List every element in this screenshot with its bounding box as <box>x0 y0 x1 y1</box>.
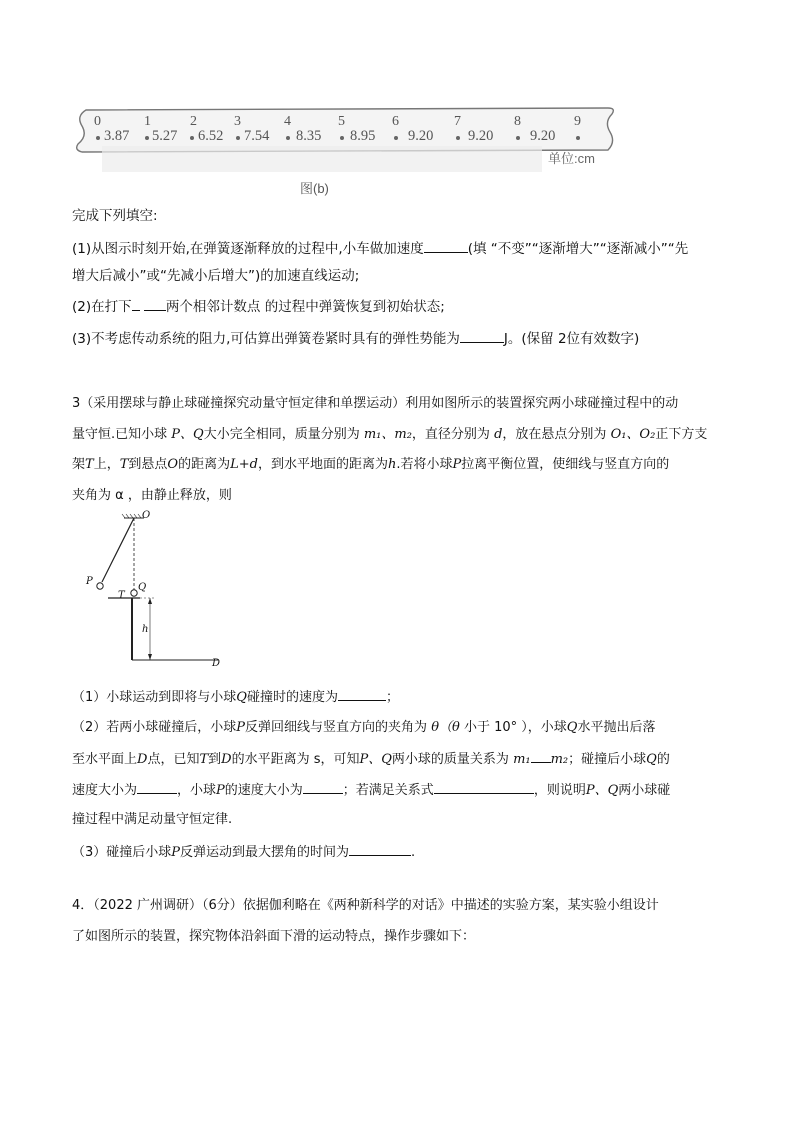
q3-text: 小于 10° ），小球 <box>463 720 567 735</box>
q3-text: 点，已知 <box>147 752 200 767</box>
q3-text: 上， <box>93 457 120 472</box>
count-dot <box>145 136 149 140</box>
q3-text: 的速度大小为 <box>224 783 303 798</box>
q2-part2-text: (2)在打下 <box>72 299 132 315</box>
q2-part3-text: (3)不考虑传动系统的阻力,可估算出弹簧卷紧时具有的弹性势能为 <box>72 331 460 347</box>
q3-text: 的水平距离为 s，可知 <box>231 752 360 767</box>
answer-blank[interactable] <box>132 296 140 311</box>
label-D: D <box>212 658 221 669</box>
q3-sub2-line1 <box>72 718 655 738</box>
count-dot <box>340 136 344 140</box>
q3-text: ，直径分别为 <box>411 427 490 442</box>
symbol: P <box>452 457 462 472</box>
symbol: L+d <box>230 457 258 472</box>
q3-sub2-line2 <box>72 748 670 770</box>
q3-text: ，小球 <box>177 783 217 798</box>
q3-text: （3）碰撞后小球 <box>72 845 172 860</box>
symbol: T <box>85 457 94 472</box>
symbol: Q <box>236 690 247 705</box>
spacing-value: 7.54 <box>244 128 270 144</box>
q3-sub2-line3 <box>72 779 670 801</box>
q3-text: 到悬点 <box>128 457 168 472</box>
spacing-value: 6.52 <box>198 128 224 144</box>
q3-text: 的距离为 <box>178 457 231 472</box>
q3-text: 的 <box>656 752 670 767</box>
q2-part3-tail: J。(保留 2位有效数字) <box>503 331 640 347</box>
q2-part2-tail: 两个相邻计数点 的过程中弹簧恢复到初始状态; <box>165 299 445 315</box>
q3-sub2-line4: 撞过程中满足动量守恒定律. <box>72 812 233 827</box>
label-O: O <box>142 510 151 521</box>
spacing-value: 9.20 <box>408 128 434 144</box>
q3-text: 拉离平衡位置，使细线与竖直方向的 <box>461 457 670 472</box>
answer-blank[interactable] <box>531 748 551 763</box>
q3-text: . <box>411 845 416 860</box>
q2-part1-tail: (填 “不变”“逐渐增大”“逐渐减小”“先 <box>467 241 689 257</box>
q3-text: ，则说明 <box>533 783 586 798</box>
count-dot <box>516 136 520 140</box>
symbol: d <box>494 427 503 442</box>
count-index-6: 6 <box>392 114 399 129</box>
q3-text: （2）若两小球碰撞后，小球 <box>72 720 237 735</box>
spacing-value: 8.35 <box>296 128 322 144</box>
count-index-2: 2 <box>190 114 197 129</box>
q3-text: .若将小球 <box>396 457 453 472</box>
fill-intro: 完成下列填空: <box>72 208 158 224</box>
paper-tape-figure <box>72 106 620 176</box>
pendulum-diagram <box>78 512 228 672</box>
q2-part1-text: (1)从图示时刻开始,在弹簧逐渐释放的过程中,小车做加速度 <box>72 241 424 257</box>
q3-sub1 <box>72 686 399 708</box>
q3-text: 两小球碰 <box>618 783 671 798</box>
q3-text: 架 <box>72 457 86 472</box>
count-dot <box>576 136 580 140</box>
answer-blank[interactable] <box>303 779 343 794</box>
symbol: θ（θ <box>431 720 460 735</box>
q4-line2: 了如图所示的装置，探究物体沿斜面下滑的运动特点，操作步骤如下： <box>72 929 476 944</box>
spacing-value: 9.20 <box>468 128 494 144</box>
symbol: T <box>119 457 129 472</box>
symbol: O <box>167 457 179 472</box>
count-index-7: 7 <box>454 114 461 129</box>
answer-blank[interactable] <box>424 238 468 253</box>
q2-part1-line2: 增大后减小”或“先减小后增大”)的加速直线运动; <box>72 268 360 284</box>
symbol: P <box>171 845 181 860</box>
label-Q: Q <box>138 582 147 593</box>
count-dot <box>96 136 100 140</box>
count-index-4: 4 <box>284 114 291 129</box>
q3-text: 大小完全相同，质量分别为 <box>203 427 360 442</box>
symbol: m₁、m₂ <box>363 427 412 442</box>
answer-blank[interactable] <box>349 841 411 856</box>
symbol: h <box>387 457 397 472</box>
q3-text: 反弹回细线与竖直方向的夹角为 <box>245 720 428 735</box>
count-dot <box>456 136 460 140</box>
symbol: Q <box>646 752 657 767</box>
q3-text: 速度大小为 <box>72 783 138 798</box>
figure-caption: 图(b) <box>300 181 329 196</box>
count-index-0: 0 <box>94 114 101 129</box>
answer-blank[interactable] <box>137 779 177 794</box>
label-P: P <box>86 576 93 587</box>
spacing-value: 9.20 <box>530 128 556 144</box>
symbol: P <box>236 720 246 735</box>
symbol: m₁ <box>513 752 531 767</box>
symbol: T <box>199 752 209 767</box>
q3-sub3 <box>72 841 415 863</box>
q3-text: ，放在悬点分别为 <box>502 427 607 442</box>
q3-text: 反弹运动到最大摆角的时间为 <box>180 845 350 860</box>
symbol: D <box>221 752 232 767</box>
answer-blank[interactable] <box>434 779 534 794</box>
q3-text: 到 <box>208 752 222 767</box>
q3-line1: 3（采用摆球与静止球碰撞探究动量守恒定律和单摆运动）利用如图所示的装置探究两小球碰撞过程中的动 <box>72 396 679 411</box>
count-dot <box>394 136 398 140</box>
pendulum-drawing <box>78 512 228 672</box>
spacing-value: 3.87 <box>104 128 130 144</box>
symbol: P、Q <box>359 752 392 767</box>
symbol: P <box>216 783 225 798</box>
q3-text: 量守恒.已知小球 <box>72 427 168 442</box>
spacing-value: 5.27 <box>152 128 178 144</box>
q3-text: 正下方支 <box>655 427 708 442</box>
q3-text: 水平抛出后落 <box>577 720 656 735</box>
symbol: m₂ <box>550 752 569 767</box>
answer-blank[interactable] <box>144 296 166 311</box>
q3-text: 两小球的质量关系为 <box>391 752 509 767</box>
count-dot <box>190 136 194 140</box>
q2-part2 <box>72 296 445 317</box>
q3-text: 至水平面上 <box>72 752 138 767</box>
symbol: P、Q <box>585 783 619 798</box>
q2-part1-line1 <box>72 238 688 259</box>
symbol: D <box>137 752 148 767</box>
symbol: Q <box>566 720 578 735</box>
q3-text: ；碰撞后小球 <box>568 752 647 767</box>
q3-line3 <box>72 455 669 475</box>
answer-blank[interactable] <box>338 686 386 701</box>
q3-text: ，到水平地面的距离为 <box>257 457 388 472</box>
q2-part3 <box>72 328 639 349</box>
q3-text: 碰撞时的速度为 <box>246 690 338 705</box>
spacing-value: 8.95 <box>350 128 376 144</box>
count-index-1: 1 <box>144 114 151 129</box>
label-h: h <box>142 624 149 635</box>
count-index-3: 3 <box>234 114 241 129</box>
label-T: T <box>118 590 125 601</box>
answer-blank[interactable] <box>460 328 504 343</box>
q3-text: ； <box>385 690 399 705</box>
count-index-5: 5 <box>338 114 345 129</box>
q3-text: （1）小球运动到即将与小球 <box>72 690 237 705</box>
count-index-8: 8 <box>514 114 521 129</box>
q4-line1: 4．（2022 广州调研）（6分）依据伽利略在《两种新科学的对话》中描述的实验方案，某实验小组设计 <box>72 898 659 913</box>
symbol: O₁、O₂ <box>610 427 656 442</box>
count-index-9: 9 <box>574 114 581 129</box>
count-dot <box>236 136 240 140</box>
tape-unit-label: 单位:cm <box>548 151 595 166</box>
q3-line4: 夹角为 α ，由静止释放，则 <box>72 488 232 503</box>
count-dot <box>286 136 290 140</box>
symbol: P、Q <box>171 427 204 442</box>
q3-text: ；若满足关系式 <box>342 783 434 798</box>
q3-line2 <box>72 425 707 445</box>
